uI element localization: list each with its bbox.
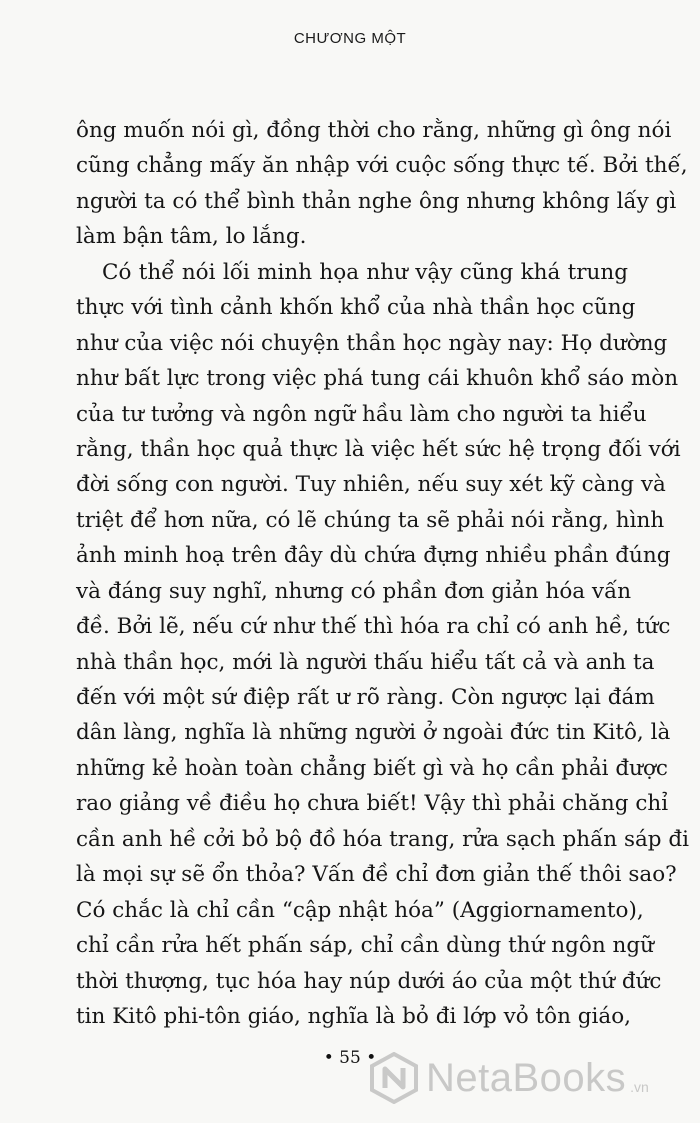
text-line: Có thể nói lối minh họa như vậy cũng khá trung	[102, 259, 628, 285]
text-line: cần anh hề cởi bỏ bộ đồ hóa trang, rửa sạch phấn sáp đi	[76, 826, 690, 852]
text-line: ông muốn nói gì, đồng thời cho rằng, những gì ông nói	[76, 118, 672, 143]
text-line: tin Kitô phi-tôn giáo, nghĩa là bỏ đi lớp vỏ tôn giáo,	[76, 1003, 632, 1029]
text-line: Có chắc là chỉ cần “cập nhật hóa” (Aggiornamento),	[76, 897, 644, 923]
text-line: rằng, thần học quả thực là việc hết sức hệ trọng đối với	[76, 436, 681, 462]
text-line: rao giảng về điều họ chưa biết! Vậy thì phải chăng chỉ	[76, 791, 669, 817]
text-line: người ta có thể bình thản nghe ông nhưng không lấy gì	[76, 188, 677, 214]
text-line: cũng chẳng mấy ăn nhập với cuộc sống thực tế. Bởi thế,	[76, 153, 688, 179]
text-line: ảnh minh hoạ trên đây dù chứa đựng nhiều phần đúng	[76, 543, 671, 569]
text-line: thời thượng, tục hóa hay núp dưới áo của một thứ đức	[76, 968, 662, 994]
text-line: như bất lực trong việc phá tung cái khuôn khổ sáo mòn	[76, 366, 679, 392]
text-line: dân làng, nghĩa là những người ở ngoài đức tin Kitô, là	[76, 720, 671, 746]
watermark	[368, 1048, 688, 1108]
running-head: CHƯƠNG MỘT	[293, 30, 407, 47]
text-line: là mọi sự sẽ ổn thỏa? Vấn đề chỉ đơn giản thế thôi sao?	[76, 862, 677, 888]
text-line: đề. Bởi lẽ, nếu cứ như thế thì hóa ra chỉ có anh hề, tức	[76, 614, 671, 640]
text-line: đến với một sứ điệp rất ư rõ ràng. Còn ngược lại đám	[76, 685, 655, 710]
text-line: triệt để hơn nữa, có lẽ chúng ta sẽ phải nói rằng, hình	[76, 507, 665, 533]
netabooks-logo-icon	[368, 1052, 420, 1104]
text-line: và đáng suy nghĩ, nhưng có phần đơn giản hóa vấn	[76, 578, 632, 604]
text-line: đời sống con người. Tuy nhiên, nếu suy xét kỹ càng và	[76, 472, 666, 498]
page-number: • 55 •	[323, 1048, 377, 1068]
body-text	[76, 113, 690, 1034]
text-line: thực với tình cảnh khốn khổ của nhà thần học cũng	[76, 295, 636, 321]
text-line: những kẻ hoàn toàn chẳng biết gì và họ cần phải được	[76, 755, 668, 781]
text-line: làm bận tâm, lo lắng.	[76, 224, 307, 250]
watermark-text: NetaBooks	[426, 1055, 627, 1100]
watermark-suffix: .vn	[630, 1079, 649, 1095]
text-line: nhà thần học, mới là người thấu hiểu tất cả và anh ta	[76, 649, 655, 675]
text-line: của tư tưởng và ngôn ngữ hầu làm cho người ta hiểu	[76, 401, 647, 427]
text-line: như của việc nói chuyện thần học ngày nay: Họ dường	[76, 330, 668, 356]
text-line: chỉ cần rửa hết phấn sáp, chỉ cần dùng thứ ngôn ngữ	[76, 933, 654, 959]
